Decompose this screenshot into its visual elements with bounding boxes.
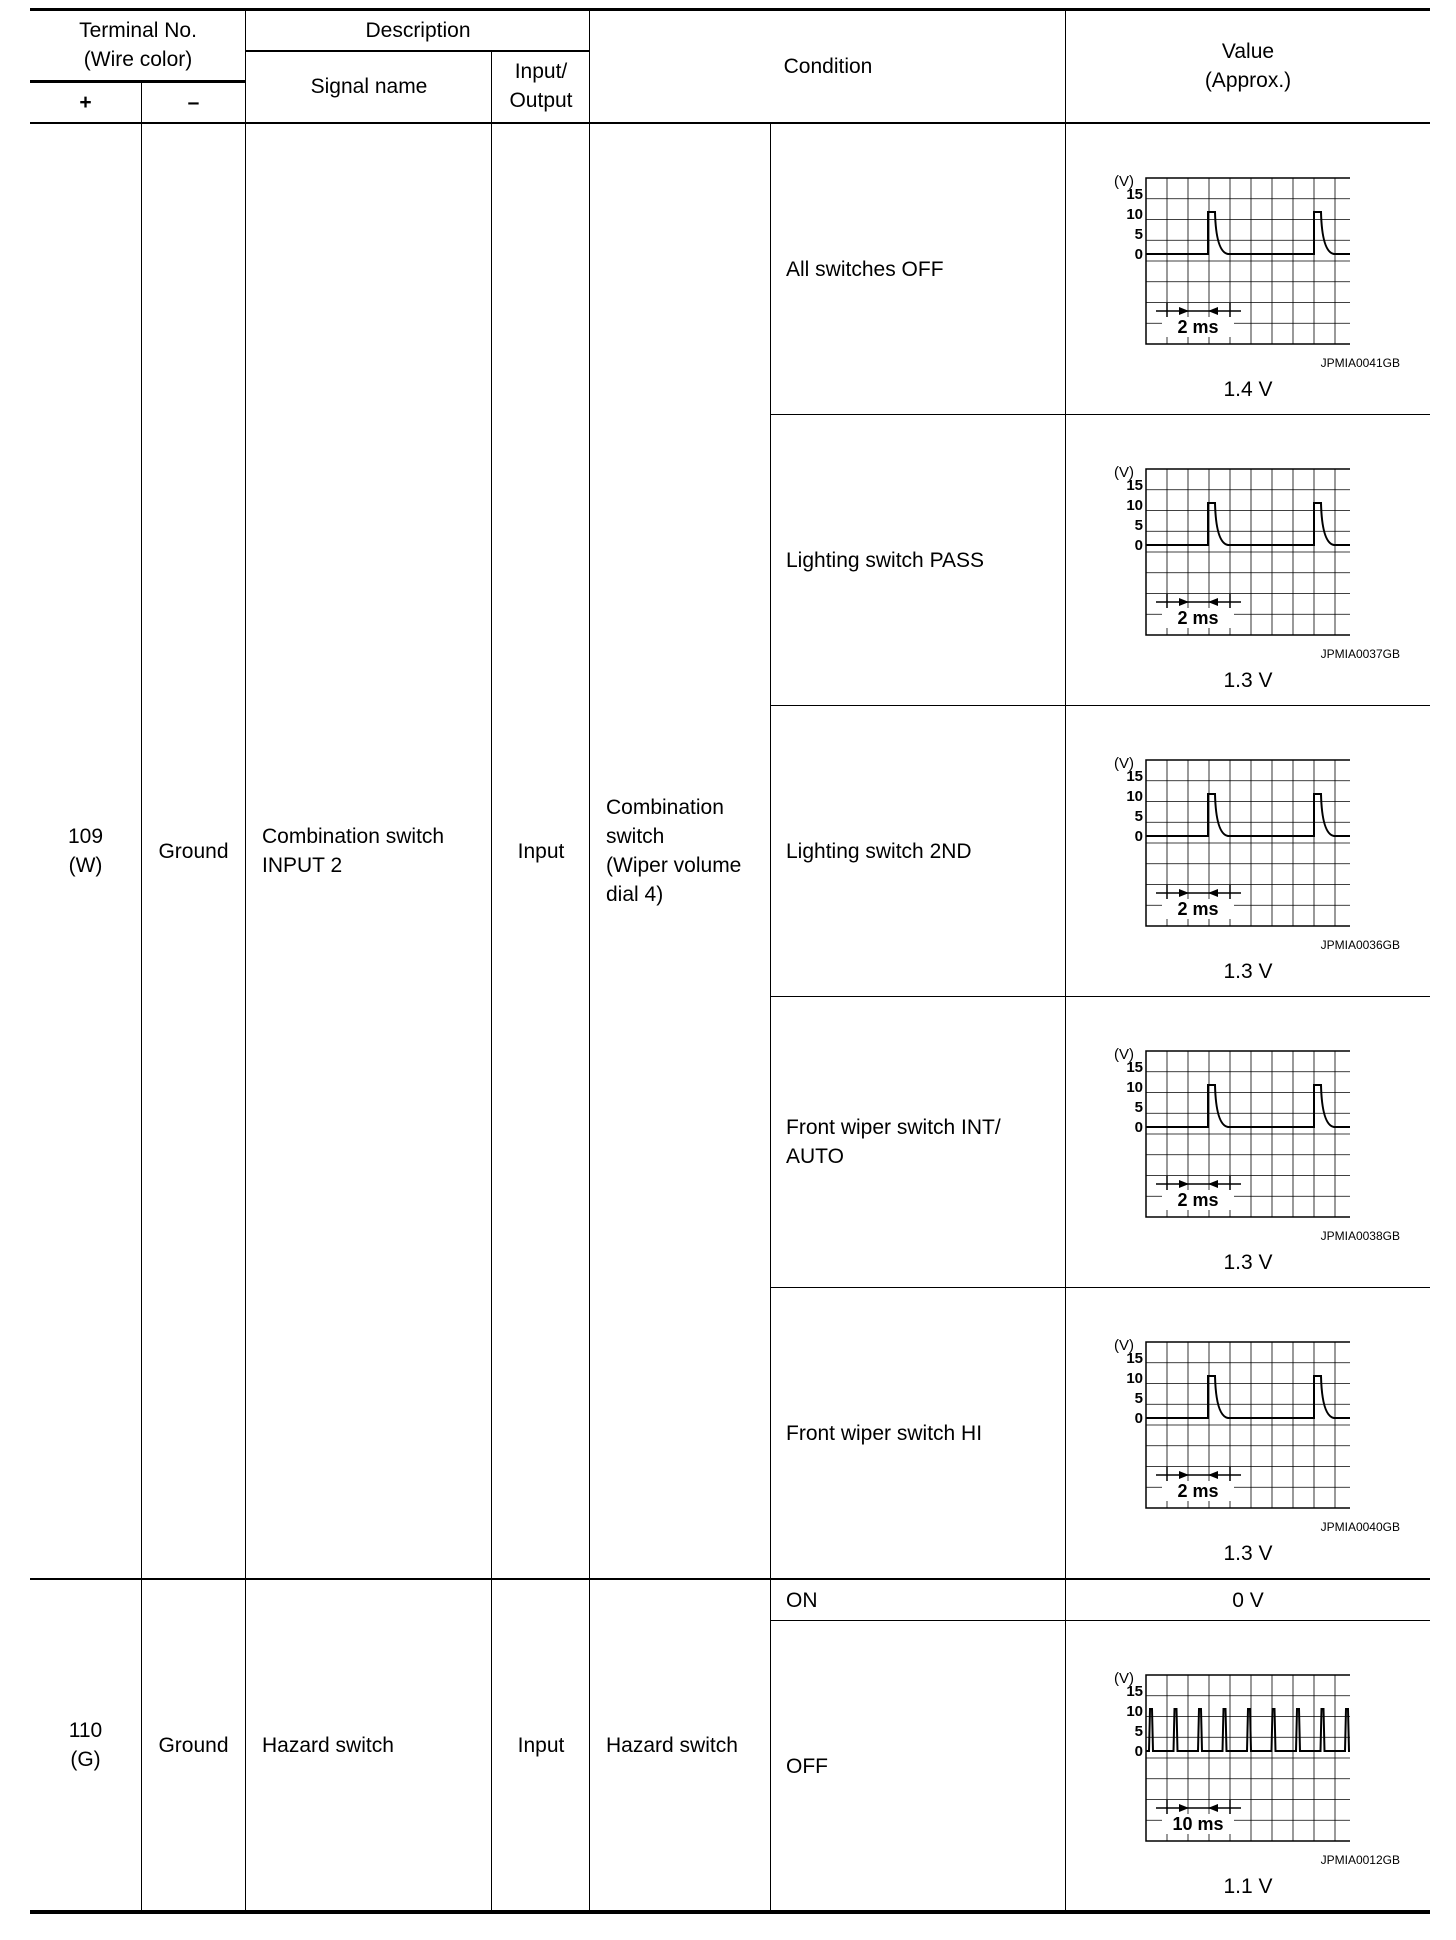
header-description: Description [365,18,471,42]
waveform-trace [1146,794,1350,836]
waveform-lighting-2nd [1110,748,1350,938]
axis-tick-5: 5 [1134,808,1143,825]
terminal-110: 110 (G) [68,1719,103,1771]
axis-unit-label: (V) [1114,464,1134,481]
condition-all-switches-off: All switches OFF [786,257,944,281]
waveform-trace [1146,1085,1350,1127]
col-rule-4 [589,8,590,1912]
value-hazard-off: 1.1 V [1223,1875,1273,1898]
rule-row-3 [770,996,1430,997]
value-lighting-pass: 1.3 V [1223,669,1273,692]
signal-name-110: Hazard switch [262,1733,394,1757]
waveform-front-wiper-int-auto [1110,1039,1350,1229]
rule-header-bottom [30,122,1430,124]
header-terminal-no: Terminal No. (Wire color) [79,19,197,71]
axis-tick-0: 0 [1134,1410,1143,1427]
axis-tick-15: 15 [1126,186,1143,203]
axis-unit-label: (V) [1114,1670,1134,1687]
terminal-109: 109 (W) [67,825,104,877]
condition-lighting-2nd: Lighting switch 2ND [786,839,972,863]
io-109: Input [517,839,565,863]
axis-tick-0: 0 [1134,828,1143,845]
signal-name-109: Combination switch INPUT 2 [262,825,445,877]
axis-tick-15: 15 [1126,1059,1143,1076]
axis-tick-10: 10 [1126,497,1143,514]
rule-row-110-on [770,1620,1430,1621]
axis-tick-15: 15 [1126,768,1143,785]
value-lighting-2nd: 1.3 V [1223,960,1273,983]
condition-front-wiper-int-auto: Front wiper switch INT/ AUTO [786,1116,1001,1168]
rule-row-4 [770,1287,1430,1288]
rule-terminal-sub [30,80,246,83]
header-plus: + [79,90,92,114]
axis-tick-0: 0 [1134,537,1143,554]
col-rule-6 [1065,8,1066,1912]
waveform-hazard-off [1110,1663,1350,1853]
axis-tick-10: 10 [1126,1370,1143,1387]
time-scale-label: 2 ms [1177,1481,1219,1501]
col-rule-2 [245,8,246,1912]
rule-row-1 [770,414,1430,415]
ground-109: Ground [158,839,229,863]
figure-code: JPMIA0040GB [1320,1520,1400,1534]
waveform-trace [1146,1376,1350,1418]
ground-110: Ground [158,1733,229,1757]
figure-code: JPMIA0038GB [1320,1229,1400,1243]
rule-top [30,8,1430,11]
axis-tick-0: 0 [1134,1743,1143,1760]
value-all-switches-off: 1.4 V [1223,378,1273,401]
condition-hazard-on: ON [786,1588,818,1612]
condition-front-wiper-hi: Front wiper switch HI [786,1421,983,1445]
time-scale-label: 2 ms [1177,899,1219,919]
time-scale-label: 2 ms [1177,317,1219,337]
waveform-lighting-pass [1110,457,1350,647]
axis-tick-15: 15 [1126,1683,1143,1700]
axis-tick-15: 15 [1126,477,1143,494]
waveform-front-wiper-hi [1110,1330,1350,1520]
value-front-wiper-int-auto: 1.3 V [1223,1251,1273,1274]
axis-tick-10: 10 [1126,1079,1143,1096]
header-minus: – [187,90,200,114]
axis-tick-5: 5 [1134,517,1143,534]
time-scale-label: 2 ms [1177,608,1219,628]
waveform-trace [1146,1709,1350,1751]
axis-unit-label: (V) [1114,1046,1134,1063]
condition-group-109: Combination switch (Wiper volume dial 4) [606,796,742,906]
header-condition: Condition [783,54,873,78]
waveform-trace [1146,503,1350,545]
axis-tick-15: 15 [1126,1350,1143,1367]
axis-unit-label: (V) [1114,755,1134,772]
rule-bottom [30,1910,1430,1914]
time-scale-label: 10 ms [1172,1814,1224,1834]
condition-group-110: Hazard switch [606,1733,738,1757]
header-input-output: Input/ Output [509,60,573,112]
axis-tick-10: 10 [1126,206,1143,223]
axis-unit-label: (V) [1114,1337,1134,1354]
figure-code: JPMIA0036GB [1320,938,1400,952]
waveform-all-switches-off [1110,166,1350,356]
io-110: Input [517,1733,565,1757]
figure-code: JPMIA0012GB [1320,1853,1400,1867]
rule-description-sub [246,50,590,52]
figure-code: JPMIA0041GB [1320,356,1400,370]
value-front-wiper-hi: 1.3 V [1223,1542,1273,1565]
axis-tick-0: 0 [1134,1119,1143,1136]
col-rule-3 [491,51,492,1912]
condition-lighting-pass: Lighting switch PASS [786,548,985,572]
axis-tick-5: 5 [1134,1099,1143,1116]
value-hazard-on: 0 V [1232,1588,1264,1612]
header-signal-name: Signal name [310,74,428,98]
col-rule-5 [770,123,771,1912]
axis-unit-label: (V) [1114,173,1134,190]
axis-tick-5: 5 [1134,226,1143,243]
time-scale-label: 2 ms [1177,1190,1219,1210]
col-rule-1 [141,82,142,1912]
rule-row-110 [30,1578,1430,1580]
header-value: Value (Approx.) [1204,40,1292,92]
axis-tick-5: 5 [1134,1390,1143,1407]
condition-hazard-off: OFF [786,1754,828,1778]
axis-tick-10: 10 [1126,788,1143,805]
figure-code: JPMIA0037GB [1320,647,1400,661]
axis-tick-5: 5 [1134,1723,1143,1740]
axis-tick-0: 0 [1134,246,1143,263]
waveform-trace [1146,212,1350,254]
axis-tick-10: 10 [1126,1703,1143,1720]
rule-row-2 [770,705,1430,706]
